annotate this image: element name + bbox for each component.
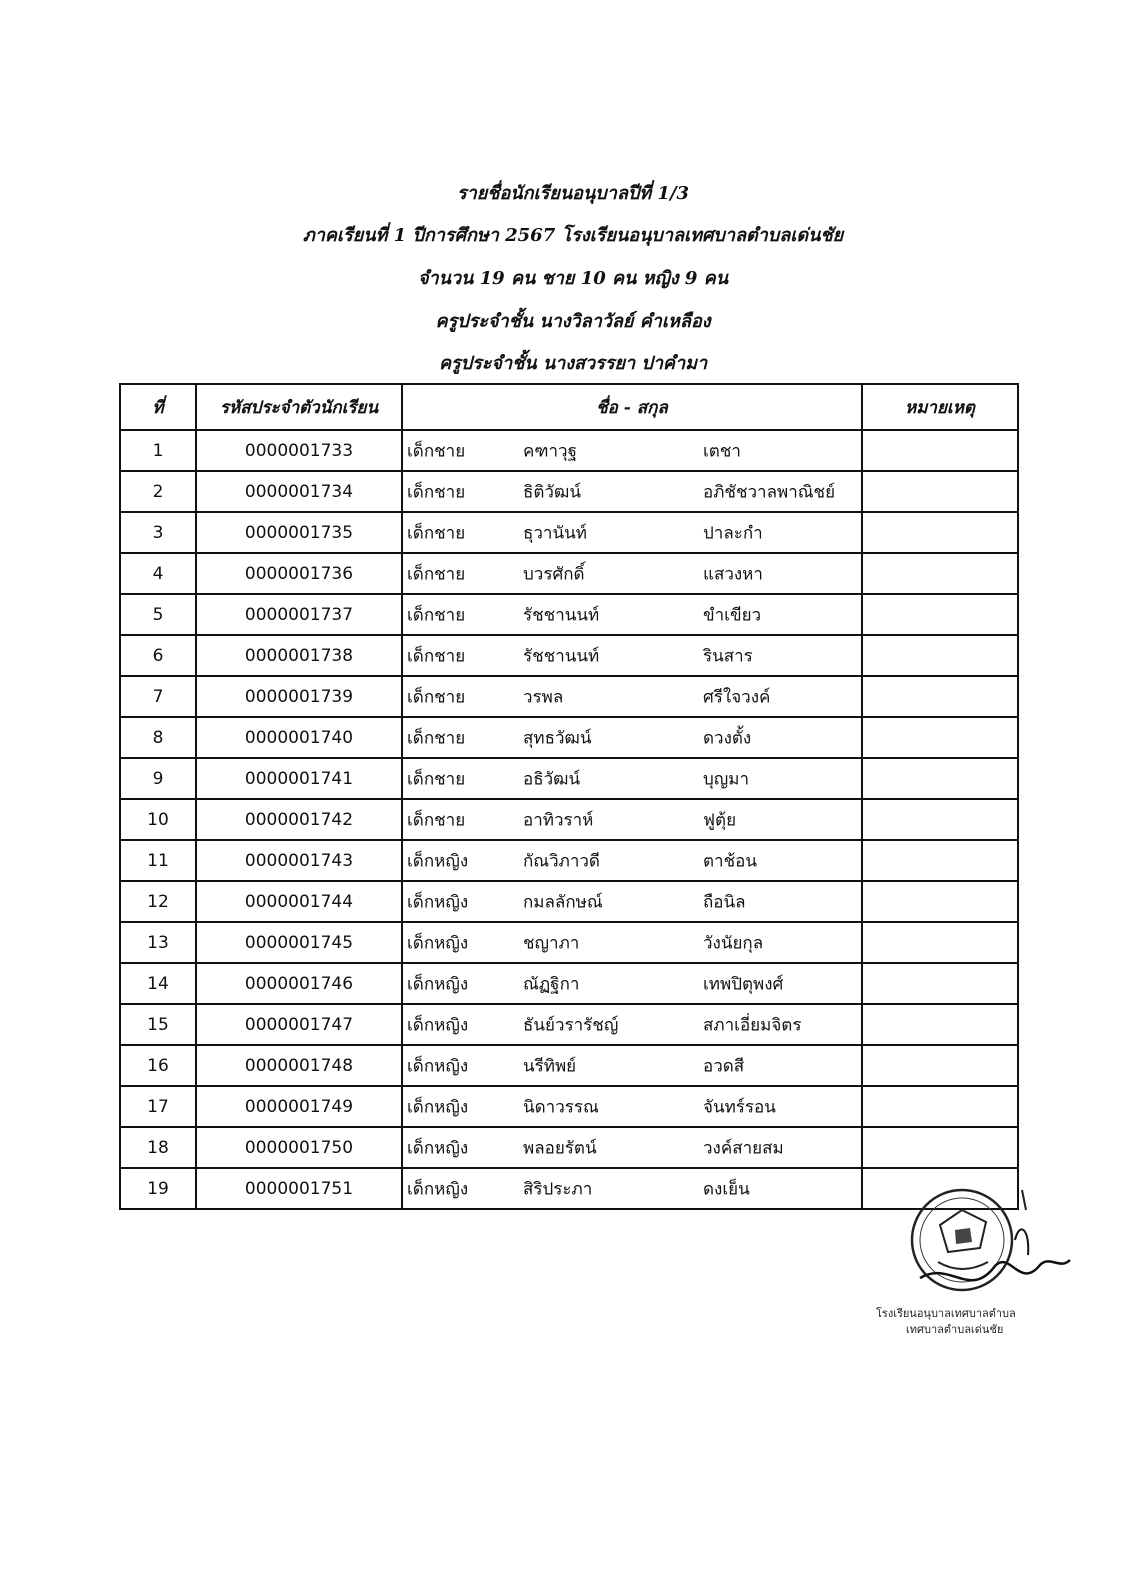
last-name: อภิชัชวาลพาณิชย์ xyxy=(703,482,836,502)
remark-cell xyxy=(862,840,1018,881)
name-prefix: เด็กหญิง xyxy=(407,851,469,871)
row-number: 18 xyxy=(120,1127,196,1168)
student-name-cell xyxy=(402,881,862,922)
table-row xyxy=(120,635,1018,676)
last-name: ศรีใจวงค์ xyxy=(703,687,771,707)
student-id: 0000001744 xyxy=(196,881,402,922)
last-name: ตาช้อน xyxy=(703,851,757,871)
first-name: กัณวิภาวดี xyxy=(523,851,600,871)
first-name: รัชชานนท์ xyxy=(523,605,600,625)
name-prefix: เด็กชาย xyxy=(407,728,466,748)
remark-cell xyxy=(862,881,1018,922)
table-row xyxy=(120,1004,1018,1045)
table-row xyxy=(120,881,1018,922)
first-name: คฑาวุฐ xyxy=(523,441,577,461)
row-number: 9 xyxy=(120,758,196,799)
student-name-cell xyxy=(402,676,862,717)
table-row xyxy=(120,676,1018,717)
student-name-cell xyxy=(402,430,862,471)
student-name-cell xyxy=(402,717,862,758)
student-name-cell xyxy=(402,1004,862,1045)
homeroom-teacher-2: ครูประจำชั้น นางสวรรยา ปาคำมา xyxy=(438,353,708,374)
student-count-line: จำนวน 19 คน ชาย 10 คน หญิง 9 คน xyxy=(417,268,729,289)
last-name: ดงเย็น xyxy=(703,1179,750,1199)
table-row xyxy=(120,1127,1018,1168)
student-id: 0000001743 xyxy=(196,840,402,881)
first-name: กมลลักษณ์ xyxy=(523,892,603,912)
table-row xyxy=(120,1168,1018,1209)
student-id: 0000001738 xyxy=(196,635,402,676)
remark-cell xyxy=(862,758,1018,799)
student-id: 0000001751 xyxy=(196,1168,402,1209)
remark-cell xyxy=(862,471,1018,512)
student-name-cell xyxy=(402,512,862,553)
student-roster-table xyxy=(119,383,1019,1210)
table-body xyxy=(120,430,1018,1209)
name-prefix: เด็กหญิง xyxy=(407,1138,469,1158)
remark-cell xyxy=(862,1127,1018,1168)
row-number: 3 xyxy=(120,512,196,553)
name-prefix: เด็กชาย xyxy=(407,687,466,707)
student-name-cell xyxy=(402,922,862,963)
last-name: วงค์สายสม xyxy=(703,1138,784,1158)
student-id: 0000001741 xyxy=(196,758,402,799)
student-name-cell xyxy=(402,1127,862,1168)
student-name-cell xyxy=(402,840,862,881)
student-id: 0000001737 xyxy=(196,594,402,635)
first-name: อาทิวราห์ xyxy=(523,810,594,830)
remark-cell xyxy=(862,594,1018,635)
student-id: 0000001733 xyxy=(196,430,402,471)
last-name: จันทร์รอน xyxy=(703,1097,776,1117)
last-name: เตชา xyxy=(703,441,741,461)
student-id: 0000001750 xyxy=(196,1127,402,1168)
first-name: ณัฏฐิกา xyxy=(523,974,580,994)
row-number: 13 xyxy=(120,922,196,963)
last-name: ขำเขียว xyxy=(703,605,762,625)
row-number: 16 xyxy=(120,1045,196,1086)
first-name: ชญาภา xyxy=(523,933,580,953)
first-name: นิดาวรรณ xyxy=(523,1097,599,1117)
column-header-name: ชื่อ - สกุล xyxy=(402,384,862,430)
student-id: 0000001735 xyxy=(196,512,402,553)
remark-cell xyxy=(862,512,1018,553)
last-name: บุญมา xyxy=(703,769,750,789)
table-row xyxy=(120,553,1018,594)
seal-caption-line-1: โรงเรียนอนุบาลเทศบาลตำบล xyxy=(876,1307,1016,1320)
column-header-student-id: รหัสประจำตัวนักเรียน xyxy=(196,384,402,430)
remark-cell xyxy=(862,1004,1018,1045)
first-name: บวรศักดิ์ xyxy=(523,564,585,584)
name-prefix: เด็กหญิง xyxy=(407,1097,469,1117)
table-row xyxy=(120,1045,1018,1086)
first-name: ธันย์วรารัชญ์ xyxy=(523,1015,619,1035)
row-number: 1 xyxy=(120,430,196,471)
table-row xyxy=(120,758,1018,799)
last-name: เทพปิตุพงศ์ xyxy=(703,974,784,994)
seal-caption xyxy=(876,1306,1016,1338)
student-name-cell xyxy=(402,963,862,1004)
first-name: ธุวานันท์ xyxy=(523,523,587,543)
name-prefix: เด็กหญิง xyxy=(407,933,469,953)
last-name: รินสาร xyxy=(703,646,753,666)
first-name: พลอยรัตน์ xyxy=(523,1138,597,1158)
first-name: อธิวัฒน์ xyxy=(523,769,581,789)
name-prefix: เด็กชาย xyxy=(407,605,466,625)
remark-cell xyxy=(862,922,1018,963)
row-number: 5 xyxy=(120,594,196,635)
name-prefix: เด็กหญิง xyxy=(407,974,469,994)
student-name-cell xyxy=(402,1168,862,1209)
column-header-remark: หมายเหตุ xyxy=(862,384,1018,430)
name-prefix: เด็กชาย xyxy=(407,523,466,543)
first-name: รัชชานนท์ xyxy=(523,646,600,666)
student-id: 0000001745 xyxy=(196,922,402,963)
name-prefix: เด็กชาย xyxy=(407,482,466,502)
last-name: ฟูตุ้ย xyxy=(703,810,737,830)
name-prefix: เด็กชาย xyxy=(407,769,466,789)
last-name: ถือนิล xyxy=(703,892,746,912)
first-name: ธิติวัฒน์ xyxy=(523,482,581,502)
name-prefix: เด็กหญิง xyxy=(407,1056,469,1076)
student-id: 0000001740 xyxy=(196,717,402,758)
remark-cell xyxy=(862,430,1018,471)
first-name: สิริประภา xyxy=(523,1179,593,1199)
first-name: นรีทิพย์ xyxy=(523,1056,577,1076)
row-number: 4 xyxy=(120,553,196,594)
student-name-cell xyxy=(402,1086,862,1127)
table-row xyxy=(120,512,1018,553)
row-number: 6 xyxy=(120,635,196,676)
last-name: อวดสี xyxy=(703,1056,745,1076)
last-name: แสวงหา xyxy=(703,564,763,584)
row-number: 10 xyxy=(120,799,196,840)
homeroom-teacher-1: ครูประจำชั้น นางวิลาวัลย์ คำเหลือง xyxy=(435,311,711,332)
seal-caption-line-2: เทศบาลตำบลเด่นชัย xyxy=(906,1323,1004,1336)
row-number: 14 xyxy=(120,963,196,1004)
last-name: ปาละกำ xyxy=(703,523,763,543)
last-name: สภาเอี่ยมจิตร xyxy=(703,1015,802,1035)
table-row xyxy=(120,799,1018,840)
table-row xyxy=(120,922,1018,963)
name-prefix: เด็กหญิง xyxy=(407,1179,469,1199)
row-number: 19 xyxy=(120,1168,196,1209)
first-name: วรพล xyxy=(523,687,564,707)
remark-cell xyxy=(862,799,1018,840)
student-id: 0000001748 xyxy=(196,1045,402,1086)
student-name-cell xyxy=(402,1045,862,1086)
student-name-cell xyxy=(402,635,862,676)
table-row xyxy=(120,963,1018,1004)
name-prefix: เด็กหญิง xyxy=(407,1015,469,1035)
remark-cell xyxy=(862,1045,1018,1086)
row-number: 12 xyxy=(120,881,196,922)
row-number: 15 xyxy=(120,1004,196,1045)
column-header-no: ที่ xyxy=(120,384,196,430)
table-row xyxy=(120,430,1018,471)
table-row xyxy=(120,840,1018,881)
student-id: 0000001746 xyxy=(196,963,402,1004)
student-name-cell xyxy=(402,471,862,512)
student-id: 0000001736 xyxy=(196,553,402,594)
student-id: 0000001739 xyxy=(196,676,402,717)
student-id: 0000001734 xyxy=(196,471,402,512)
row-number: 7 xyxy=(120,676,196,717)
remark-cell xyxy=(862,1086,1018,1127)
name-prefix: เด็กชาย xyxy=(407,646,466,666)
row-number: 11 xyxy=(120,840,196,881)
name-prefix: เด็กชาย xyxy=(407,441,466,461)
student-id: 0000001742 xyxy=(196,799,402,840)
name-prefix: เด็กชาย xyxy=(407,564,466,584)
last-name: ดวงตั้ง xyxy=(703,728,752,748)
remark-cell xyxy=(862,553,1018,594)
document-title: รายชื่อนักเรียนอนุบาลปีที่ 1/3 xyxy=(456,183,690,204)
remark-cell xyxy=(862,676,1018,717)
last-name: วังนัยกุล xyxy=(703,933,764,953)
student-name-cell xyxy=(402,594,862,635)
student-name-cell xyxy=(402,758,862,799)
semester-school-line: ภาคเรียนที่ 1 ปีการศึกษา 2567 โรงเรียนอนุบาลเทศบาลตำบลเด่นชัย xyxy=(302,225,844,246)
remark-cell xyxy=(862,717,1018,758)
student-id: 0000001749 xyxy=(196,1086,402,1127)
student-id: 0000001747 xyxy=(196,1004,402,1045)
table-row xyxy=(120,471,1018,512)
row-number: 8 xyxy=(120,717,196,758)
table-row xyxy=(120,594,1018,635)
remark-cell xyxy=(862,635,1018,676)
row-number: 2 xyxy=(120,471,196,512)
name-prefix: เด็กหญิง xyxy=(407,892,469,912)
table-header-row xyxy=(120,384,1018,430)
row-number: 17 xyxy=(120,1086,196,1127)
student-name-cell xyxy=(402,799,862,840)
first-name: สุทธวัฒน์ xyxy=(523,728,592,748)
remark-cell xyxy=(862,963,1018,1004)
table-row xyxy=(120,1086,1018,1127)
table-row xyxy=(120,717,1018,758)
name-prefix: เด็กชาย xyxy=(407,810,466,830)
student-name-cell xyxy=(402,553,862,594)
